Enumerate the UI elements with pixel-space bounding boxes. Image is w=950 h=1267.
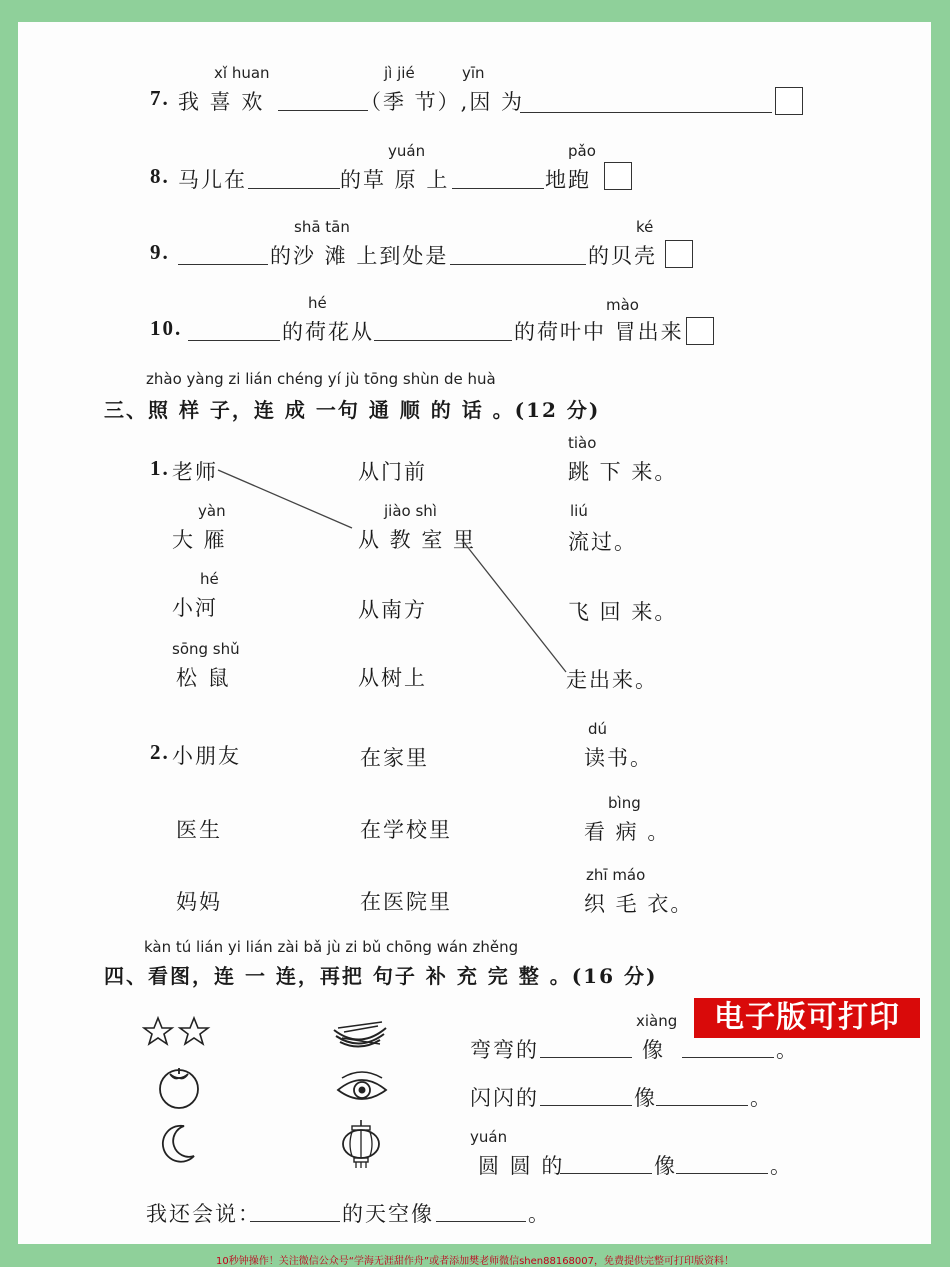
q9-pinyin-1: shā tān: [294, 218, 350, 236]
q10-pinyin-2: mào: [606, 296, 639, 314]
moon-icon[interactable]: [160, 1122, 200, 1166]
m1-right-0-pinyin: tiào: [568, 434, 597, 452]
s4-row1-end: 。: [776, 1038, 799, 1062]
connect-line-1: [218, 470, 352, 528]
q9-text-1: 的沙 滩 上到处是: [270, 244, 449, 268]
s4-row1-blank-1[interactable]: [540, 1057, 632, 1058]
m2-right-0-pinyin: dú: [588, 720, 608, 738]
m2-right-1-pinyin: bìng: [608, 794, 641, 812]
q7-number: 7.: [150, 86, 170, 110]
q10-text-1: 的荷花从: [282, 320, 374, 344]
m2-mid-1: 在学校里: [360, 818, 452, 842]
q10-text-2: 的荷叶中 冒出来: [514, 320, 684, 344]
q10-number: 10.: [150, 316, 183, 340]
q8-text-2: 的草 原 上: [340, 168, 450, 192]
q8-text-3: 地跑: [545, 168, 591, 192]
m1-right-1-pinyin: liú: [570, 502, 588, 520]
lantern-icon[interactable]: [338, 1120, 384, 1170]
m1-left-2-pinyin: hé: [200, 570, 219, 588]
m1-left-1: 大 雁: [172, 528, 227, 552]
m1-mid-0: 从门前: [358, 460, 427, 484]
m2-left-0: 小朋友: [172, 744, 241, 768]
section3-title: 三、照 样 子，连 成 一句 通 顺 的 话 。(12 分): [104, 398, 601, 422]
q9-text-2: 的贝壳: [588, 244, 657, 268]
section4-pinyin: kàn tú lián yi lián zài bǎ jù zi bǔ chōng wán zhěng: [144, 938, 519, 956]
m1-mid-1-pinyin: jiào shì: [384, 502, 437, 520]
s4-row2-text-2: 像: [634, 1086, 657, 1110]
section3-pinyin: zhào yàng zi lián chéng yí jù tōng shùn de huà: [146, 370, 496, 388]
s4-row1-text-1: 弯弯的: [470, 1038, 539, 1062]
s4-row3-blank-1[interactable]: [560, 1173, 652, 1174]
m2-left-2: 妈妈: [176, 890, 222, 914]
s4-row2-blank-1[interactable]: [540, 1105, 632, 1106]
connect-line-2: [462, 540, 566, 672]
s4-row3-pinyin: yuán: [470, 1128, 508, 1146]
m1-right-0: 跳 下 来。: [568, 460, 678, 484]
q8-pinyin-1: yuán: [388, 142, 426, 160]
q8-pinyin-2: pǎo: [568, 142, 596, 160]
m1-right-3: 走出来。: [566, 668, 658, 692]
m1-mid-1: 从 教 室 里: [358, 528, 477, 552]
m2-mid-2: 在医院里: [360, 890, 452, 914]
m1-mid-2: 从南方: [358, 598, 427, 622]
m2-right-2: 织 毛 衣。: [584, 892, 694, 916]
s4-row1-blank-2[interactable]: [682, 1057, 774, 1058]
m1-left-0: 老师: [172, 460, 218, 484]
q7-text-2: （季 节）,因 为: [360, 90, 525, 114]
q8-number: 8.: [150, 164, 170, 188]
m2-right-2-pinyin: zhī máo: [586, 866, 646, 884]
q7-pinyin-1: xǐ huan: [214, 64, 270, 82]
m2-right-1: 看 病 。: [584, 820, 671, 844]
s4-row2-end: 。: [750, 1086, 773, 1110]
persimmon-icon[interactable]: [156, 1064, 202, 1110]
q9-number: 9.: [150, 240, 170, 264]
m1-left-3: 松 鼠: [176, 666, 231, 690]
section4-title: 四、看图，连 一 连，再把 句子 补 充 完 整 。(16 分): [104, 964, 658, 988]
q7-pinyin-3: yīn: [462, 64, 485, 82]
m2-left-1: 医生: [176, 818, 222, 842]
s4-row3-blank-2[interactable]: [676, 1173, 768, 1174]
q9-pinyin-2: ké: [636, 218, 654, 236]
star-icon[interactable]: [142, 1016, 214, 1046]
m1-left-3-pinyin: sōng shǔ: [172, 640, 240, 658]
q7-text-1: 我 喜 欢: [178, 90, 265, 114]
s4-row4-text-2: 的天空像: [342, 1202, 434, 1226]
q7-pinyin-2: jì jié: [384, 64, 415, 82]
m1-right-1: 流过。: [568, 530, 637, 554]
m1-left-2: 小河: [172, 596, 218, 620]
eye-icon[interactable]: [334, 1068, 390, 1108]
m1-number: 1.: [150, 456, 170, 480]
s4-row4-end: 。: [528, 1202, 551, 1226]
s4-row4-blank-1[interactable]: [250, 1221, 340, 1222]
m1-left-1-pinyin: yàn: [198, 502, 226, 520]
m1-mid-3: 从树上: [358, 666, 427, 690]
s4-row1-pinyin: xiàng: [636, 1012, 678, 1030]
q8-text-1: 马儿在: [178, 168, 247, 192]
q10-pinyin-1: hé: [308, 294, 327, 312]
printable-banner: 电子版可打印: [694, 998, 920, 1038]
m2-mid-0: 在家里: [360, 746, 429, 770]
s4-row4-text-1: 我还会说：: [146, 1202, 261, 1226]
m2-number: 2.: [150, 740, 170, 764]
s4-row1-text-2: 像: [642, 1038, 665, 1062]
s4-row3-text-1: 圆 圆 的: [478, 1154, 565, 1178]
s4-row3-end: 。: [770, 1154, 793, 1178]
s4-row2-blank-2[interactable]: [656, 1105, 748, 1106]
bird-nest-icon[interactable]: [330, 1016, 390, 1052]
footer-note: 10秒钟操作！关注微信公众号“学海无涯甜作舟”或者添加樊老师微信shen88168007，免费提供完整可打印版资料！: [215, 1256, 735, 1267]
s4-row4-blank-2[interactable]: [436, 1221, 526, 1222]
s4-row2-text-1: 闪闪的: [470, 1086, 539, 1110]
m2-right-0: 读书。: [584, 746, 653, 770]
m1-right-2: 飞 回 来。: [568, 600, 678, 624]
s4-row3-text-2: 像: [654, 1154, 677, 1178]
